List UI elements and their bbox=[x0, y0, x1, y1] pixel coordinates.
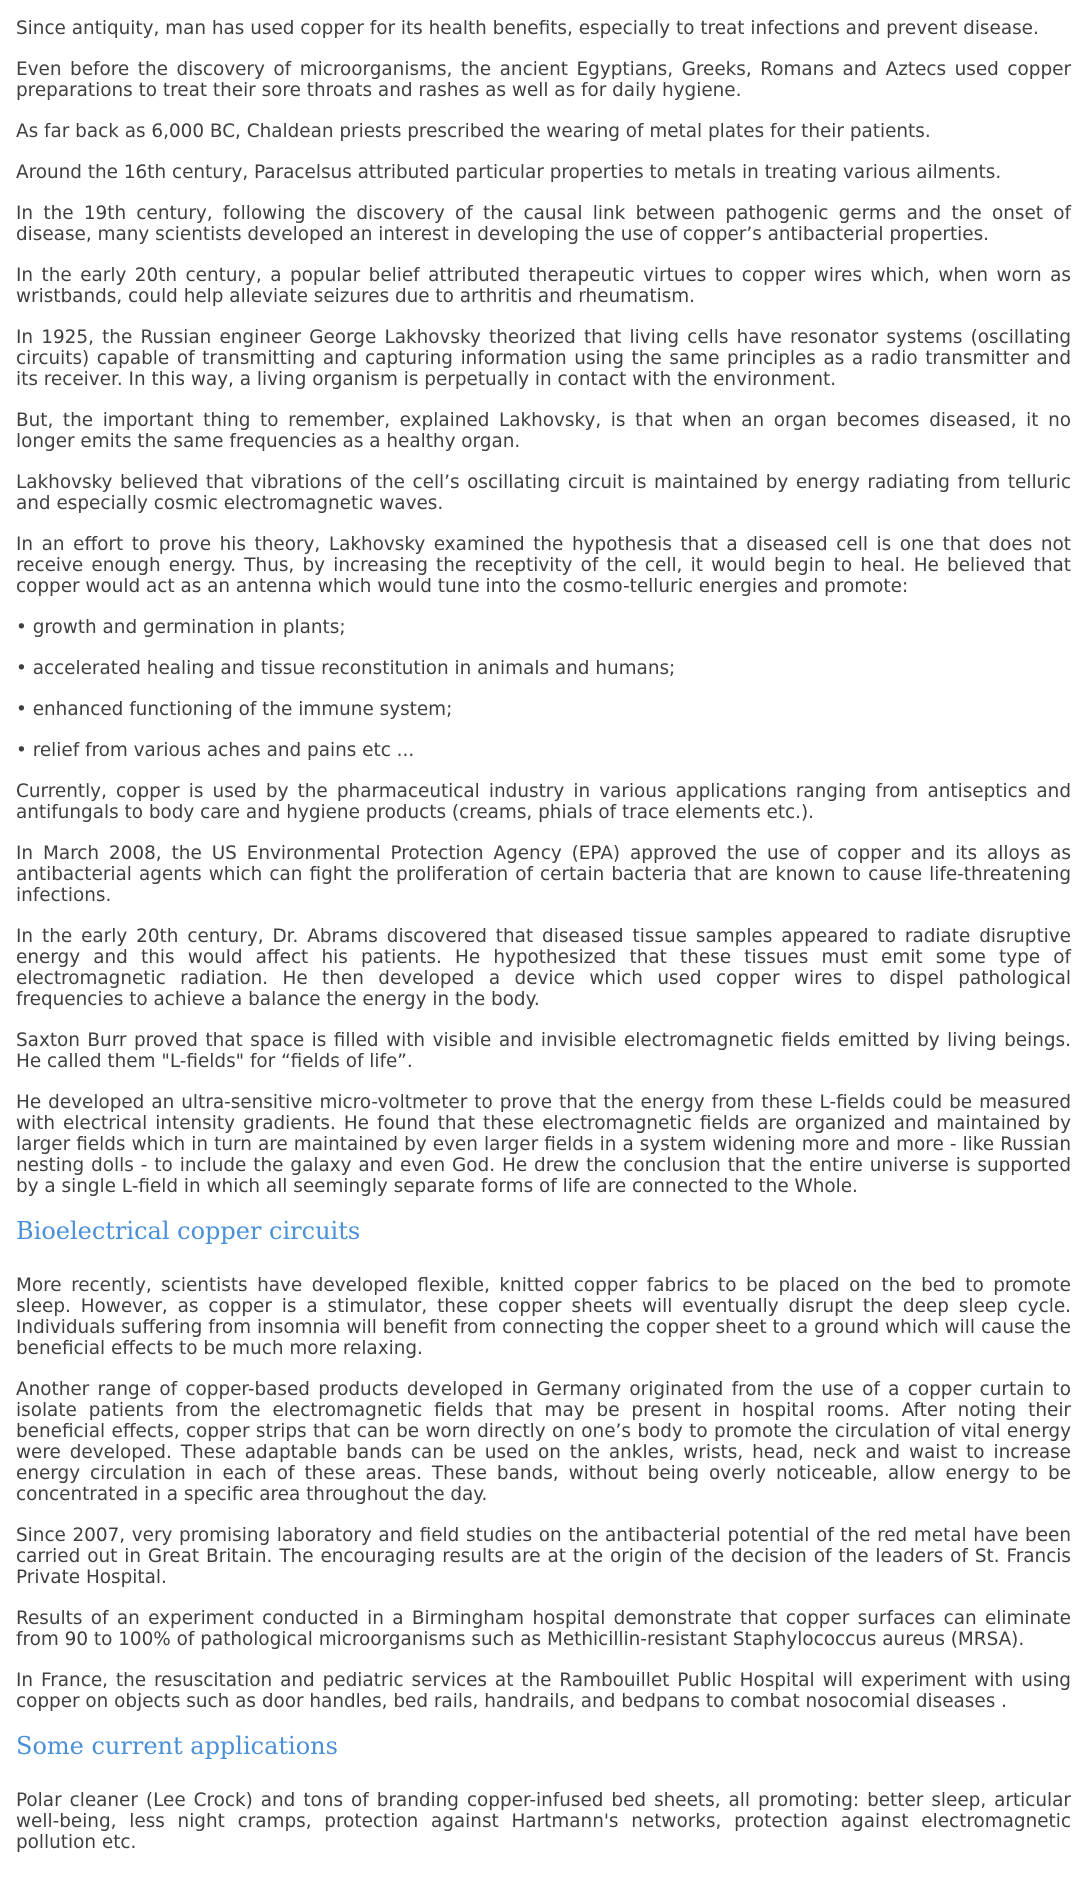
section-heading-applications: Some current applications bbox=[16, 1732, 338, 1760]
paragraph: Currently, copper is used by the pharmaceutical industry in various applications ranging from antiseptics and antifungals to body care and hygiene products (creams, phials of trace elements etc.). bbox=[16, 781, 1071, 823]
paragraph: In an effort to prove his theory, Lakhovsky examined the hypothesis that a diseased cell is one that does not receive enough energy. Thus, by increasing the receptivity of the cell, it would begin to heal. He believed that copper would act as an antenna which would tune into the cosmo-telluric energies and promote: bbox=[16, 534, 1071, 597]
paragraph: In the 19th century, following the discovery of the causal link between pathogenic germs and the onset of disease, many scientists developed an interest in developing the use of copper’s antibacterial properties. bbox=[16, 203, 1071, 245]
paragraph: He developed an ultra-sensitive micro-voltmeter to prove that the energy from these L-fields could be measured with electrical intensity gradients. He found that these electromagnetic fields are organized and maintained by larger fields which in turn are maintained by even larger fields in a system widening more and more - like Russian nesting dolls - to include the galaxy and even God. He drew the conclusion that the entire universe is supported by a single L-field in which all seemingly separate forms of life are connected to the Whole. bbox=[16, 1092, 1071, 1197]
paragraph: More recently, scientists have developed flexible, knitted copper fabrics to be placed on the bed to promote sleep. However, as copper is a stimulator, these copper sheets will eventually disrupt the deep sleep cycle. Individuals suffering from insomnia will benefit from connecting the copper sheet to a ground which will cause the beneficial effects to be much more relaxing. bbox=[16, 1275, 1071, 1359]
bullet-item: • growth and germination in plants; bbox=[16, 617, 346, 638]
paragraph: Results of an experiment conducted in a Birmingham hospital demonstrate that copper surfaces can eliminate from 90 to 100% of pathological microorganisms such as Methicillin-resistant Staphylococcus aureus (MRSA). bbox=[16, 1608, 1071, 1650]
paragraph: Lakhovsky believed that vibrations of the cell’s oscillating circuit is maintained by energy radiating from telluric and especially cosmic electromagnetic waves. bbox=[16, 472, 1071, 514]
paragraph: Even before the discovery of microorganisms, the ancient Egyptians, Greeks, Romans and Aztecs used copper preparations to treat their sore throats and rashes as well as for daily hygiene. bbox=[16, 59, 1071, 101]
paragraph: Another range of copper-based products developed in Germany originated from the use of a copper curtain to isolate patients from the electromagnetic fields that may be present in hospital rooms. After noting their beneficial effects, copper strips that can be worn directly on one’s body to promote the circulation of vital energy were developed. These adaptable bands can be used on the ankles, wrists, head, neck and waist to increase energy circulation in each of these areas. These bands, without being overly noticeable, allow energy to be concentrated in a specific area throughout the day. bbox=[16, 1379, 1071, 1505]
paragraph: As far back as 6,000 BC, Chaldean priests prescribed the wearing of metal plates for their patients. bbox=[16, 121, 931, 142]
paragraph: Around the 16th century, Paracelsus attributed particular properties to metals in treating various ailments. bbox=[16, 162, 1002, 183]
paragraph: Saxton Burr proved that space is filled with visible and invisible electromagnetic fields emitted by living beings. He called them "L-fields" for “fields of life”. bbox=[16, 1030, 1071, 1072]
paragraph: Since 2007, very promising laboratory and field studies on the antibacterial potential of the red metal have been carried out in Great Britain. The encouraging results are at the origin of the decision of the leaders of St. Francis Private Hospital. bbox=[16, 1525, 1071, 1588]
paragraph: Polar cleaner (Lee Crock) and tons of branding copper-infused bed sheets, all promoting: better sleep, articular well-being, less night cramps, protection against Hartmann's networks, protection against electromagnetic pollution etc. bbox=[16, 1790, 1071, 1853]
paragraph: But, the important thing to remember, explained Lakhovsky, is that when an organ becomes diseased, it no longer emits the same frequencies as a healthy organ. bbox=[16, 410, 1071, 452]
paragraph: In 1925, the Russian engineer George Lakhovsky theorized that living cells have resonator systems (oscillating circuits) capable of transmitting and capturing information using the same principles as a radio transmitter and its receiver. In this way, a living organism is perpetually in contact with the environment. bbox=[16, 327, 1071, 390]
bullet-item: • enhanced functioning of the immune system; bbox=[16, 699, 453, 720]
paragraph: In the early 20th century, a popular belief attributed therapeutic virtues to copper wires which, when worn as wristbands, could help alleviate seizures due to arthritis and rheumatism. bbox=[16, 265, 1071, 307]
section-heading-bioelectrical: Bioelectrical copper circuits bbox=[16, 1217, 361, 1245]
paragraph: In France, the resuscitation and pediatric services at the Rambouillet Public Hospital will experiment with using copper on objects such as door handles, bed rails, handrails, and bedpans to combat nosocomial diseases . bbox=[16, 1670, 1071, 1712]
paragraph: In the early 20th century, Dr. Abrams discovered that diseased tissue samples appeared to radiate disruptive energy and this would affect his patients. He hypothesized that these tissues must emit some type of electromagnetic radiation. He then developed a device which used copper wires to dispel pathological frequencies to achieve a balance the energy in the body. bbox=[16, 926, 1071, 1010]
bullet-item: • accelerated healing and tissue reconstitution in animals and humans; bbox=[16, 658, 676, 679]
bullet-item: • relief from various aches and pains etc ... bbox=[16, 740, 415, 761]
paragraph: Since antiquity, man has used copper for its health benefits, especially to treat infections and prevent disease. bbox=[16, 18, 1039, 39]
paragraph: In March 2008, the US Environmental Protection Agency (EPA) approved the use of copper and its alloys as antibacterial agents which can fight the proliferation of certain bacteria that are known to cause life-threatening infections. bbox=[16, 843, 1071, 906]
